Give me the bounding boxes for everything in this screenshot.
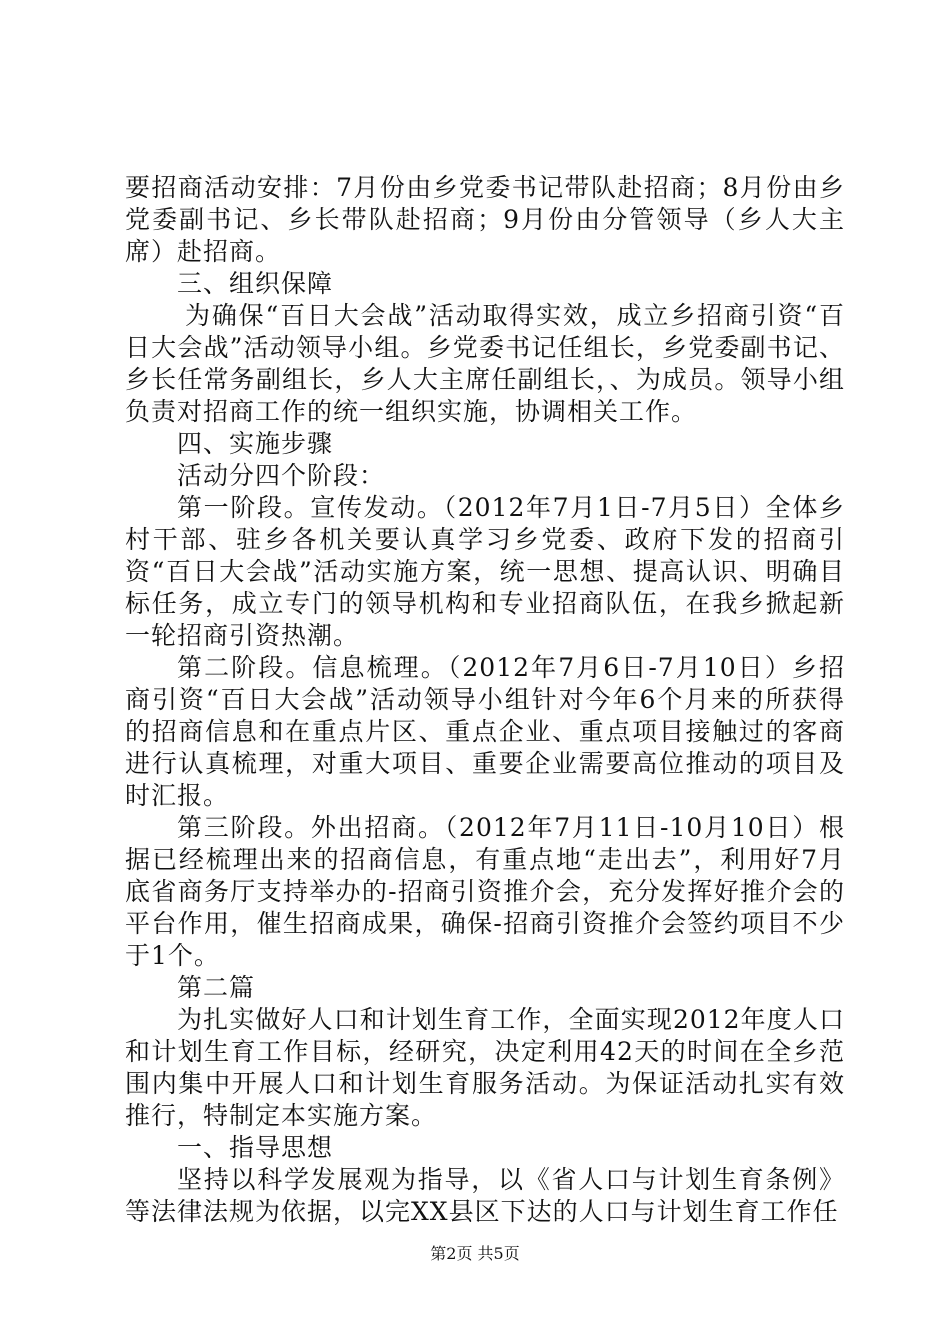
paragraph-1: 要招商活动安排：7月份由乡党委书记带队赴招商；8月份由乡党委副书记、乡长带队赴招商；9月份由分管领导（乡人大主席）赴招商。 xyxy=(125,173,845,266)
section-heading-organization: 三、组织保障 xyxy=(177,269,334,298)
paragraph-6: 第三阶段。外出招商。（2012年7月11日-10月10日）根据已经梳理出来的招商信息，有重点地“走出去”，利用好7月底省商务厅支持举办的-招商引资推介会，充分发挥好推介会的平台作用，催生招商成果，确保-招商引资推介会签约项目不少于1个。 xyxy=(125,813,845,970)
page-footer xyxy=(0,1244,950,1264)
paragraph-3: 活动分四个阶段： xyxy=(177,461,386,490)
paragraph-4: 第一阶段。宣传发动。（2012年7月1日-7月5日）全体乡村干部、驻乡各机关要认真学习乡党委、政府下发的招商引资“百日大会战”活动实施方案，统一思想、提高认识、明确目标任务，成立专门的领导机构和专业招商队伍，在我乡掀起新一轮招商引资热潮。 xyxy=(125,493,845,650)
paragraph-7: 为扎实做好人口和计划生育工作，全面实现2012年度人口和计划生育工作目标，经研究，决定利用42天的时间在全乡范围内集中开展人口和计划生育服务活动。为保证活动扎实有效推行，特制定本实施方案。 xyxy=(125,1005,845,1130)
section-heading-guiding-thought: 一、指导思想 xyxy=(177,1133,334,1162)
paragraph-2: 为确保“百日大会战”活动取得实效，成立乡招商引资“百日大会战”活动领导小组。乡党委书记任组长，乡党委副书记、乡长任常务副组长，乡人大主席任副组长，、为成员。领导小组负责对招商工作的统一组织实施，协调相关工作。 xyxy=(125,301,845,426)
document-body xyxy=(125,172,845,1228)
page-number: 第2页 共5页 xyxy=(430,1244,520,1263)
section-heading-steps: 四、实施步骤 xyxy=(177,429,334,458)
paragraph-5: 第二阶段。信息梳理。（2012年7月6日-7月10日）乡招商引资“百日大会战”活动领导小组针对今年6个月来的所获得的招商信息和在重点片区、重点企业、重点项目接触过的客商进行认真梳理，对重大项目、重要企业需要高位推动的项目及时汇报。 xyxy=(125,653,845,810)
paragraph-8: 坚持以科学发展观为指导，以《省人口与计划生育条例》等法律法规为依据，以完XX县区下达的人口与计划生育工作任 xyxy=(125,1165,845,1226)
section-heading-part-two: 第二篇 xyxy=(177,973,256,1002)
